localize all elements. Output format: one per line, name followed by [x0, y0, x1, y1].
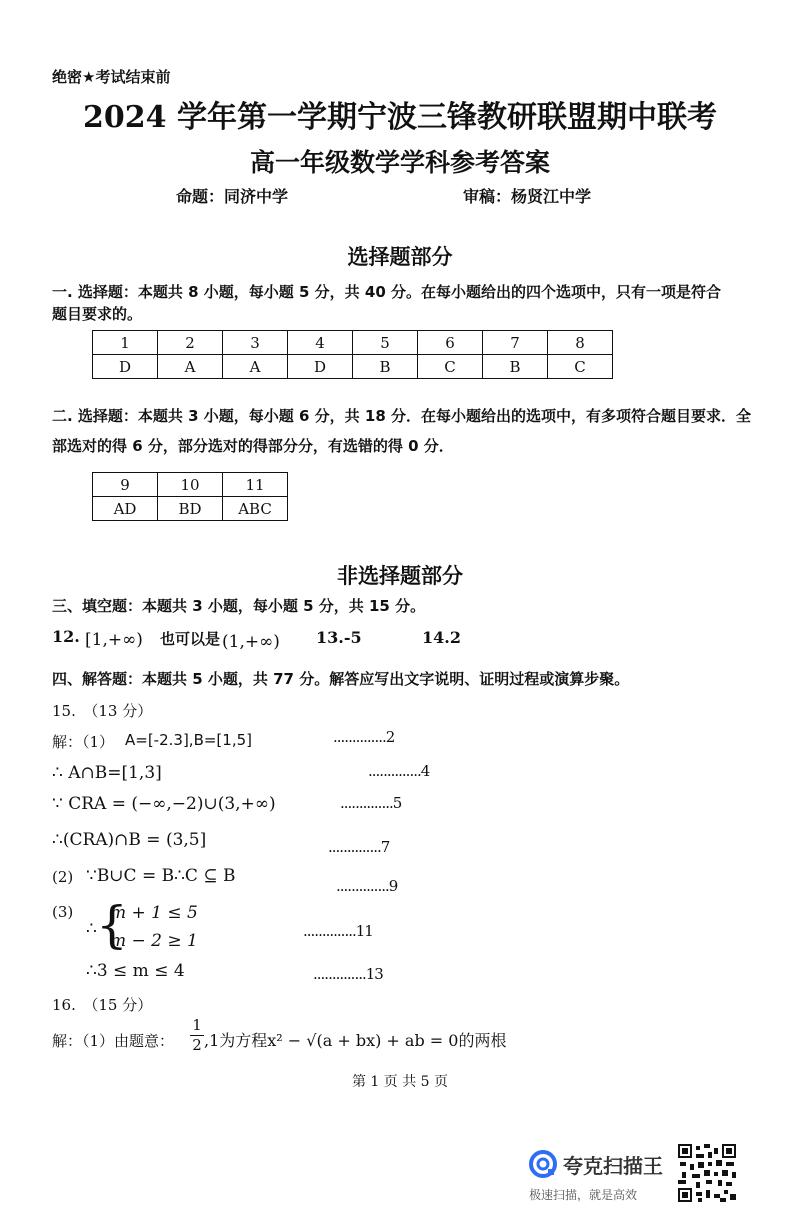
- q15-line2: ∴ A∩B=[1,3]: [52, 763, 162, 783]
- fill-intro: 三、填空题：本题共 3 小题，每小题 5 分，共 15 分。: [52, 597, 426, 615]
- q1-intro-line1: 一. 选择题：本题共 8 小题，每小题 5 分，共 40 分。在每小题给出的四个选项中，只有一项是符合: [52, 283, 722, 301]
- table-cell: B: [483, 355, 548, 379]
- q12-label: 12.: [52, 627, 80, 646]
- table-cell: ABC: [223, 497, 288, 521]
- scanner-logo-icon: [529, 1150, 557, 1178]
- answer-table-2-numbers: [93, 473, 288, 497]
- table-cell: A: [158, 355, 223, 379]
- table-cell: 7: [483, 331, 548, 355]
- answer-table-2-answers: [93, 497, 288, 521]
- q2-intro-line2: 部选对的得 6 分，部分选对的得部分分，有选错的得 0 分．: [52, 437, 454, 455]
- q15-line1-prefix: 解：（1）: [52, 733, 115, 751]
- answer-table-1: [92, 330, 613, 379]
- fraction-denominator: 2: [190, 1035, 204, 1054]
- table-cell: AD: [93, 497, 158, 521]
- answer-table-2: [92, 472, 288, 521]
- answer-table-1-answers: [93, 355, 613, 379]
- q15-score-13: ..............13: [313, 965, 383, 983]
- q12-alt-answer: (1,+∞): [222, 632, 280, 652]
- q15-score-7: ..............7: [328, 838, 390, 856]
- table-cell: 9: [93, 473, 158, 497]
- q15-line1: A=[-2.3],B=[1,5]: [125, 731, 252, 749]
- table-cell: D: [288, 355, 353, 379]
- table-cell: 10: [158, 473, 223, 497]
- table-cell: A: [223, 355, 288, 379]
- page-title: 2024 学年第一学期宁波三锋教研联盟期中联考: [83, 100, 717, 135]
- q15-line3: ∵ CRA = (−∞,−2)∪(3,+∞): [52, 794, 276, 814]
- table-cell: 11: [223, 473, 288, 497]
- reviewer-label: 审稿：杨贤江中学: [463, 187, 592, 206]
- q15-part3-label: (3): [52, 903, 74, 921]
- q15-score-9: ..............9: [336, 877, 398, 895]
- q16-line1-prefix: 解：（1）由题意：: [52, 1032, 175, 1050]
- table-cell: 5: [353, 331, 418, 355]
- table-cell: 2: [158, 331, 223, 355]
- scanner-brand: 夸克扫描王: [563, 1154, 663, 1178]
- answer-table-1-numbers: [93, 331, 613, 355]
- q12-alt-text: 也可以是: [160, 630, 221, 648]
- section-heading-nonchoice: 非选择题部分: [337, 564, 463, 588]
- q15-score-5: ..............5: [340, 794, 402, 812]
- author-label: 命题：同济中学: [176, 187, 289, 206]
- page-subtitle: 高一年级数学学科参考答案: [249, 148, 550, 177]
- table-cell: B: [353, 355, 418, 379]
- table-cell: 3: [223, 331, 288, 355]
- q15-line5: ∵B∪C = B∴C ⊆ B: [86, 866, 236, 886]
- q15-sys-line1: m + 1 ≤ 5: [110, 903, 198, 923]
- q14-answer: 14.2: [422, 628, 461, 647]
- table-cell: 6: [418, 331, 483, 355]
- table-cell: BD: [158, 497, 223, 521]
- left-brace-icon: {: [96, 896, 128, 954]
- q16-line1-rest: ,1为方程x² − √(a + bx) + ab = 0的两根: [204, 1031, 507, 1050]
- q15-score-2: ..............2: [333, 728, 395, 746]
- q15-line4: ∴(CRA)∩B = (3,5]: [52, 830, 207, 850]
- page-number: 第 1 页 共 5 页: [351, 1074, 449, 1090]
- fraction-numerator: 1: [192, 1016, 202, 1034]
- q15-header: 15. （13 分）: [52, 702, 153, 720]
- secret-mark: 绝密★考试结束前: [52, 68, 171, 86]
- q15-score-11: ..............11: [303, 922, 373, 940]
- table-cell: C: [418, 355, 483, 379]
- fraction: [190, 1016, 204, 1054]
- table-cell: D: [93, 355, 158, 379]
- q12-answer: [1,+∞): [85, 630, 143, 650]
- q15-score-4: ..............4: [368, 762, 430, 780]
- qr-code-icon: [676, 1142, 738, 1204]
- q15-part2-label: (2): [52, 868, 74, 886]
- solve-intro: 四、解答题：本题共 5 小题，共 77 分。解答应写出文字说明、证明过程或演算步聚。: [52, 670, 630, 688]
- q15-sys-therefore: ∴: [86, 919, 97, 939]
- q15-line7: ∴3 ≤ m ≤ 4: [86, 961, 185, 981]
- section-heading-choice: 选择题部分: [347, 245, 453, 269]
- table-cell: 8: [548, 331, 613, 355]
- table-cell: 4: [288, 331, 353, 355]
- q2-intro-line1: 二. 选择题：本题共 3 小题，每小题 6 分，共 18 分．在每小题给出的选项中，有多项符合题目要求．全: [52, 407, 752, 425]
- q1-intro-line2: 题目要求的。: [52, 305, 143, 323]
- scanner-slogan: 极速扫描，就是高效: [529, 1188, 638, 1202]
- q13-answer: 13.-5: [316, 628, 362, 647]
- q16-header: 16. （15 分）: [52, 996, 153, 1014]
- q15-sys-line2: m − 2 ≥ 1: [110, 931, 198, 951]
- table-cell: 1: [93, 331, 158, 355]
- table-cell: C: [548, 355, 613, 379]
